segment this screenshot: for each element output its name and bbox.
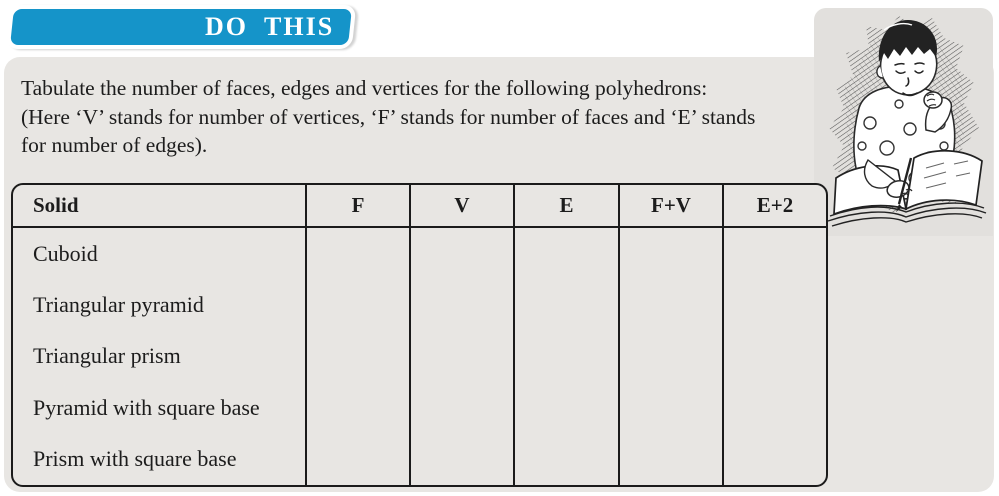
f-value-cell	[307, 279, 411, 330]
intro-line-1: Tabulate the number of faces, edges and vertices for the following polyhedrons:	[21, 76, 708, 100]
do-this-label: DO THIS	[204, 12, 334, 41]
v-value-cell	[411, 434, 515, 485]
solid-name-cell: Triangular pyramid	[13, 279, 307, 330]
table-row	[13, 382, 826, 433]
f-value-cell	[307, 434, 411, 485]
solid-name-cell: Triangular prism	[13, 331, 307, 382]
e-value-cell	[515, 331, 620, 382]
table-row	[13, 331, 826, 382]
f-plus-v-value-cell	[620, 434, 724, 485]
table-row	[13, 434, 826, 485]
e-plus-2-value-cell	[724, 382, 826, 433]
f-plus-v-value-cell	[620, 331, 724, 382]
f-plus-v-value-cell	[620, 279, 724, 330]
e-plus-2-value-cell	[724, 279, 826, 330]
v-value-cell	[411, 382, 515, 433]
polyhedron-table	[11, 183, 828, 487]
v-value-cell	[411, 331, 515, 382]
f-value-cell	[307, 382, 411, 433]
do-this-badge	[6, 5, 357, 49]
col-header-v: V	[411, 185, 515, 226]
e-plus-2-value-cell	[724, 434, 826, 485]
e-plus-2-value-cell	[724, 228, 826, 279]
col-header-e: E	[515, 185, 620, 226]
e-value-cell	[515, 228, 620, 279]
e-value-cell	[515, 279, 620, 330]
solid-name-cell: Prism with square base	[13, 434, 307, 485]
v-value-cell	[411, 279, 515, 330]
e-value-cell	[515, 382, 620, 433]
table-body	[13, 228, 826, 485]
col-header-f: F	[307, 185, 411, 226]
col-header-e-plus-2: E+2	[756, 193, 794, 217]
intro-paragraph	[21, 74, 821, 160]
table-header-row	[13, 185, 826, 228]
col-header-solid: Solid	[13, 185, 307, 226]
f-value-cell	[307, 331, 411, 382]
v-value-cell	[411, 228, 515, 279]
child-writing-illustration	[814, 8, 993, 236]
child-writing-icon	[814, 8, 993, 236]
solid-name-cell: Cuboid	[13, 228, 307, 279]
f-value-cell	[307, 228, 411, 279]
e-plus-2-value-cell	[724, 331, 826, 382]
e-value-cell	[515, 434, 620, 485]
intro-line-3: for number of edges).	[21, 133, 208, 157]
col-header-f-plus-v: F+V	[620, 185, 724, 226]
solid-name-cell: Pyramid with square base	[13, 382, 307, 433]
intro-line-2: (Here ‘V’ stands for number of vertices, ‘F’ stands for number of faces and ‘E’ stands	[21, 104, 756, 129]
table-row	[13, 279, 826, 330]
f-plus-v-value-cell	[620, 228, 724, 279]
table-row	[13, 228, 826, 279]
f-plus-v-value-cell	[620, 382, 724, 433]
